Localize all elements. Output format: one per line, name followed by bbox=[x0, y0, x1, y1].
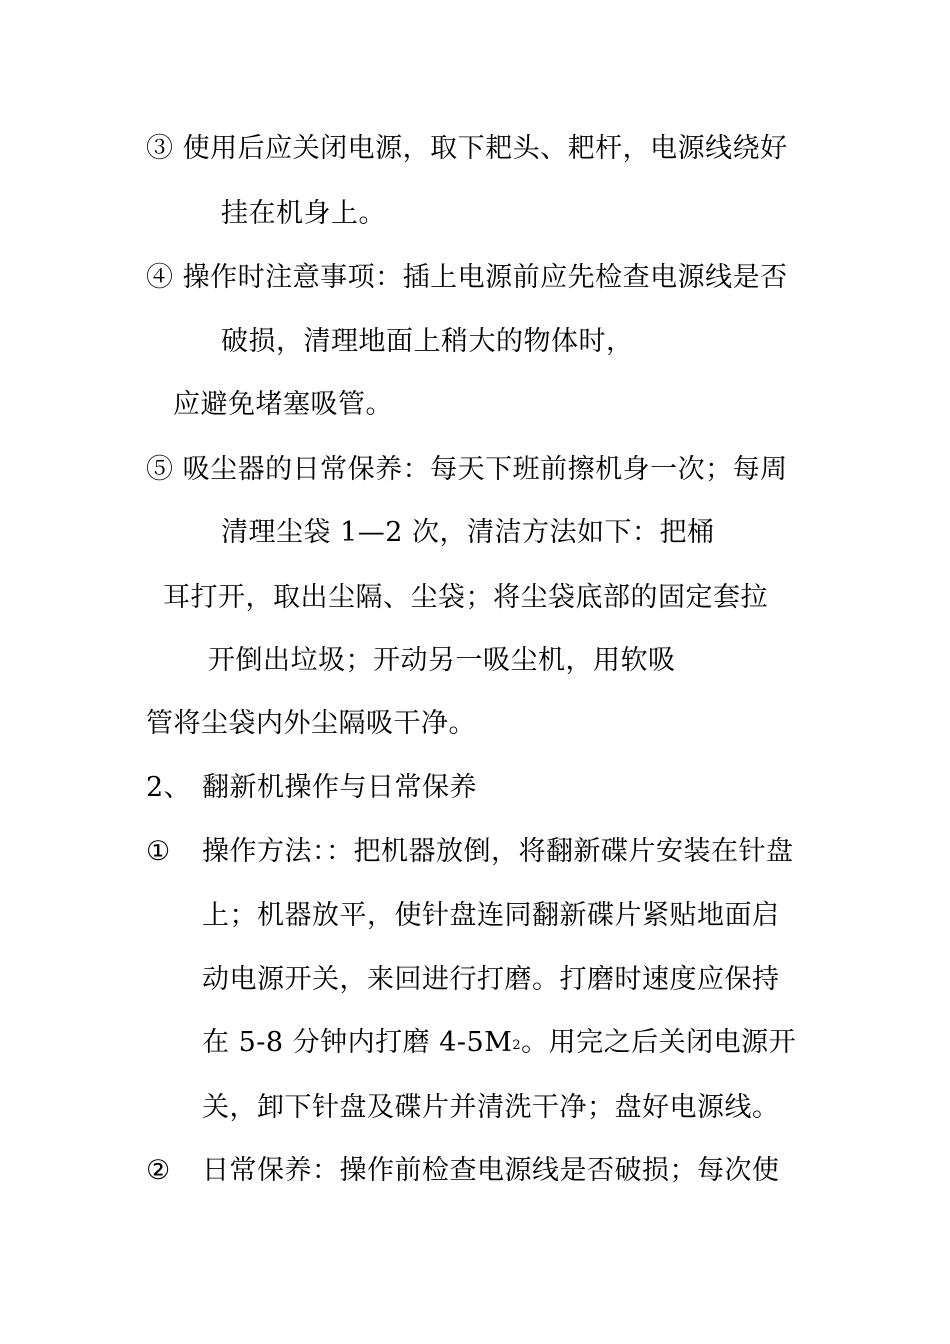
line-text: 破损，清理地面上稍大的物体时， bbox=[221, 326, 634, 357]
line-text: ③ 使用后应关闭电源，取下耙头、耙杆，电源线绕好 bbox=[146, 133, 788, 164]
line-text: 挂在机身上。 bbox=[221, 198, 386, 229]
paragraph-line bbox=[146, 1153, 806, 1189]
paragraph-line bbox=[202, 1025, 806, 1066]
paragraph-line bbox=[146, 131, 806, 167]
section-title: 翻新机操作与日常保养 bbox=[202, 772, 477, 803]
paragraph-line bbox=[146, 834, 806, 870]
line-text: 管将尘袋内外尘隔吸干净。 bbox=[146, 708, 476, 739]
line-text: 。用完之后关闭电源开 bbox=[521, 1027, 797, 1058]
paragraph-line bbox=[163, 580, 806, 616]
line-text: 应避免堵塞吸管。 bbox=[173, 389, 393, 420]
line-text: 清理尘袋 1—2 次，清洁方法如下：把桶 bbox=[221, 517, 715, 548]
paragraph-line bbox=[202, 1090, 806, 1126]
paragraph-line bbox=[221, 196, 386, 232]
paragraph-line bbox=[146, 260, 806, 296]
line-text: 在 5-8 分钟内打磨 4-5M bbox=[202, 1027, 513, 1058]
line-text: 动电源开关，来回进行打磨。打磨时速度应保持 bbox=[202, 964, 780, 995]
unit-superscript: 2 bbox=[512, 1038, 522, 1053]
line-text: 开倒出垃圾；开动另一吸尘机，用软吸 bbox=[208, 645, 676, 676]
line-text: 上；机器放平，使针盘连同翻新碟片紧贴地面启 bbox=[202, 900, 780, 931]
line-text: 关，卸下针盘及碟片并清洗干净；盘好电源线。 bbox=[202, 1092, 780, 1123]
paragraph-line bbox=[221, 324, 634, 360]
line-text: 耳打开，取出尘隔、尘袋；将尘袋底部的固定套拉 bbox=[163, 582, 768, 613]
paragraph-line bbox=[173, 387, 393, 423]
paragraph-line bbox=[146, 452, 806, 488]
paragraph-line bbox=[221, 515, 715, 551]
section-heading bbox=[146, 770, 477, 806]
line-text: ⑤ 吸尘器的日常保养：每天下班前擦机身一次；每周 bbox=[146, 454, 788, 485]
paragraph-line bbox=[202, 962, 806, 998]
list-marker: ② bbox=[146, 1155, 171, 1186]
line-text: ④ 操作时注意事项：插上电源前应先检查电源线是否 bbox=[146, 262, 788, 293]
list-marker: ① bbox=[146, 836, 171, 867]
paragraph-line bbox=[208, 643, 676, 679]
line-text: 操作方法：：把机器放倒，将翻新碟片安装在针盘 bbox=[202, 836, 794, 867]
section-number: 2、 bbox=[146, 772, 192, 803]
paragraph-line bbox=[146, 706, 476, 742]
paragraph-line bbox=[202, 898, 806, 934]
line-text: 日常保养：操作前检查电源线是否破损；每次使 bbox=[202, 1155, 780, 1186]
